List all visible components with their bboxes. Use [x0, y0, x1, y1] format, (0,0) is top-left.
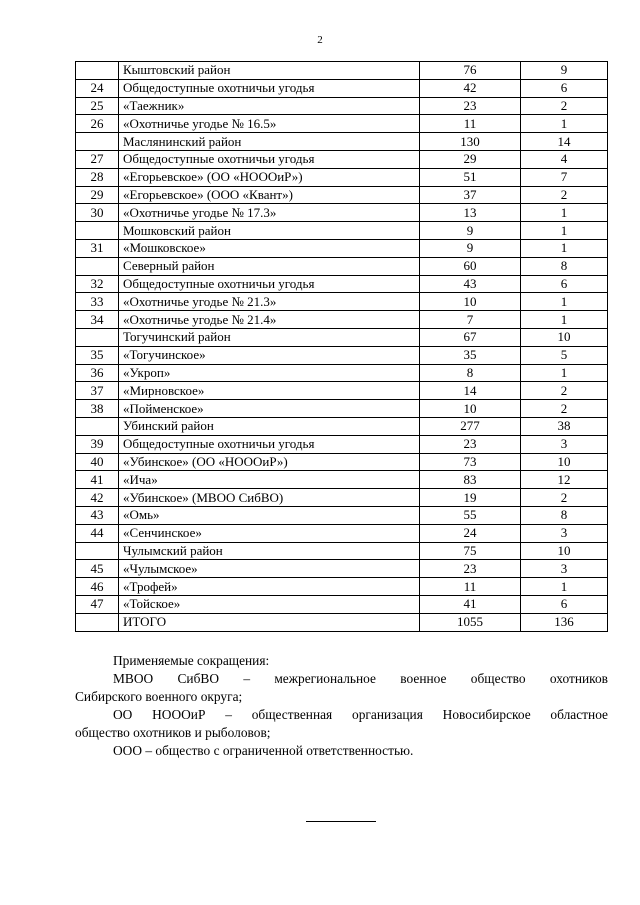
row-number-cell [76, 62, 119, 80]
table-row [76, 560, 608, 578]
value-a-cell: 42 [420, 79, 521, 97]
row-number-cell [76, 417, 119, 435]
ground-name-cell: «Охотничье угодье № 16.5» [119, 115, 420, 133]
ground-name-cell: «Ича» [119, 471, 420, 489]
value-b-cell: 1 [521, 293, 608, 311]
abbreviation-oo-line2: общество охотников и рыболовов; [75, 725, 271, 740]
abbreviation-oo-line1: ОО НОООиР – общественная организация Новосибирское областное [113, 707, 608, 722]
abbreviation-ooo: ООО – общество с ограниченной ответственностью. [113, 743, 414, 758]
value-a-cell: 23 [420, 560, 521, 578]
value-b-cell: 8 [521, 257, 608, 275]
value-a-cell: 43 [420, 275, 521, 293]
ground-name-cell: «Чулымское» [119, 560, 420, 578]
value-b-cell: 3 [521, 560, 608, 578]
value-a-cell: 35 [420, 346, 521, 364]
row-number-cell [76, 133, 119, 151]
table-row [76, 275, 608, 293]
table-body [76, 62, 608, 632]
value-b-cell: 10 [521, 328, 608, 346]
value-b-cell: 1 [521, 311, 608, 329]
value-b-cell: 6 [521, 79, 608, 97]
value-a-cell: 51 [420, 168, 521, 186]
ground-name-cell: «Убинское» (МВОО СибВО) [119, 489, 420, 507]
row-number-cell: 41 [76, 471, 119, 489]
table-row [76, 150, 608, 168]
value-a-cell: 76 [420, 62, 521, 80]
value-b-cell: 2 [521, 400, 608, 418]
value-b-cell: 38 [521, 417, 608, 435]
ground-name-cell: «Пойменское» [119, 400, 420, 418]
value-b-cell: 12 [521, 471, 608, 489]
ground-name-cell: «Мошковское» [119, 239, 420, 257]
ground-name-cell: «Омь» [119, 506, 420, 524]
row-number-cell: 31 [76, 239, 119, 257]
value-b-cell: 136 [521, 613, 608, 631]
row-number-cell: 28 [76, 168, 119, 186]
table-row [76, 346, 608, 364]
row-number-cell: 26 [76, 115, 119, 133]
value-b-cell: 2 [521, 382, 608, 400]
value-a-cell: 11 [420, 578, 521, 596]
value-a-cell: 14 [420, 382, 521, 400]
value-b-cell: 1 [521, 115, 608, 133]
row-number-cell: 36 [76, 364, 119, 382]
row-number-cell: 25 [76, 97, 119, 115]
table-row [76, 595, 608, 613]
value-b-cell: 7 [521, 168, 608, 186]
value-b-cell: 6 [521, 595, 608, 613]
row-number-cell: 24 [76, 79, 119, 97]
table-row [76, 471, 608, 489]
value-b-cell: 4 [521, 150, 608, 168]
value-b-cell: 5 [521, 346, 608, 364]
table-row [76, 435, 608, 453]
value-a-cell: 83 [420, 471, 521, 489]
ground-name-cell: Общедоступные охотничьи угодья [119, 79, 420, 97]
value-a-cell: 23 [420, 435, 521, 453]
value-a-cell: 1055 [420, 613, 521, 631]
ground-name-cell: «Охотничье угодье № 21.4» [119, 311, 420, 329]
ground-name-cell: «Мирновское» [119, 382, 420, 400]
ground-name-cell: «Егорьевское» (ОО «НОООиР») [119, 168, 420, 186]
value-b-cell: 3 [521, 435, 608, 453]
ground-name-cell: Мошковский район [119, 222, 420, 240]
value-b-cell: 3 [521, 524, 608, 542]
table-row [76, 168, 608, 186]
table-row [76, 115, 608, 133]
row-number-cell: 32 [76, 275, 119, 293]
row-number-cell: 44 [76, 524, 119, 542]
value-a-cell: 13 [420, 204, 521, 222]
bottom-rule [306, 821, 376, 822]
value-a-cell: 23 [420, 97, 521, 115]
ground-name-cell: Общедоступные охотничьи угодья [119, 435, 420, 453]
table-row [76, 417, 608, 435]
table-row [76, 453, 608, 471]
value-a-cell: 7 [420, 311, 521, 329]
ground-name-cell: «Трофей» [119, 578, 420, 596]
value-b-cell: 1 [521, 239, 608, 257]
row-number-cell: 29 [76, 186, 119, 204]
table-row [76, 328, 608, 346]
value-a-cell: 60 [420, 257, 521, 275]
table-row [76, 524, 608, 542]
value-b-cell: 1 [521, 364, 608, 382]
value-a-cell: 75 [420, 542, 521, 560]
abbreviation-mvoo-line1: МВОО СибВО – межрегиональное военное общество охотников [113, 671, 608, 686]
row-number-cell: 42 [76, 489, 119, 507]
value-b-cell: 2 [521, 97, 608, 115]
row-number-cell [76, 542, 119, 560]
row-number-cell: 27 [76, 150, 119, 168]
value-b-cell: 9 [521, 62, 608, 80]
ground-name-cell: Маслянинский район [119, 133, 420, 151]
row-number-cell: 39 [76, 435, 119, 453]
ground-name-cell: «Охотничье угодье № 21.3» [119, 293, 420, 311]
row-number-cell: 30 [76, 204, 119, 222]
value-a-cell: 37 [420, 186, 521, 204]
value-a-cell: 55 [420, 506, 521, 524]
abbreviations-section [75, 652, 608, 760]
table-row [76, 506, 608, 524]
abbreviation-mvoo-line2: Сибирского военного округа; [75, 689, 243, 704]
ground-name-cell: Общедоступные охотничьи угодья [119, 150, 420, 168]
table-row [76, 133, 608, 151]
value-a-cell: 24 [420, 524, 521, 542]
ground-name-cell: «Егорьевское» (ООО «Квант») [119, 186, 420, 204]
ground-name-cell: «Сенчинское» [119, 524, 420, 542]
ground-name-cell: «Тогучинское» [119, 346, 420, 364]
table-row [76, 186, 608, 204]
hunting-grounds-table [75, 61, 608, 632]
row-number-cell [76, 257, 119, 275]
ground-name-cell: Тогучинский район [119, 328, 420, 346]
abbreviations-heading: Применяемые сокращения: [113, 653, 270, 668]
row-number-cell: 35 [76, 346, 119, 364]
ground-name-cell: «Тойское» [119, 595, 420, 613]
table-row [76, 62, 608, 80]
value-b-cell: 6 [521, 275, 608, 293]
table-row [76, 204, 608, 222]
ground-name-cell: Общедоступные охотничьи угодья [119, 275, 420, 293]
table-row [76, 222, 608, 240]
ground-name-cell: Убинский район [119, 417, 420, 435]
ground-name-cell: «Укроп» [119, 364, 420, 382]
value-b-cell: 8 [521, 506, 608, 524]
row-number-cell: 37 [76, 382, 119, 400]
value-a-cell: 10 [420, 400, 521, 418]
table-row [76, 97, 608, 115]
table-row [76, 489, 608, 507]
table-row [76, 257, 608, 275]
value-b-cell: 1 [521, 222, 608, 240]
row-number-cell: 33 [76, 293, 119, 311]
ground-name-cell: «Охотничье угодье № 17.3» [119, 204, 420, 222]
row-number-cell: 47 [76, 595, 119, 613]
row-number-cell [76, 222, 119, 240]
value-a-cell: 67 [420, 328, 521, 346]
table-row [76, 613, 608, 631]
table-row [76, 364, 608, 382]
row-number-cell: 40 [76, 453, 119, 471]
ground-name-cell: «Убинское» (ОО «НОООиР») [119, 453, 420, 471]
ground-name-cell: «Таежник» [119, 97, 420, 115]
value-b-cell: 1 [521, 204, 608, 222]
value-a-cell: 19 [420, 489, 521, 507]
value-a-cell: 9 [420, 239, 521, 257]
value-b-cell: 2 [521, 186, 608, 204]
table-row [76, 542, 608, 560]
row-number-cell: 34 [76, 311, 119, 329]
table-row [76, 578, 608, 596]
value-b-cell: 14 [521, 133, 608, 151]
value-a-cell: 10 [420, 293, 521, 311]
value-a-cell: 73 [420, 453, 521, 471]
value-a-cell: 130 [420, 133, 521, 151]
table-row [76, 400, 608, 418]
page-number: 2 [317, 34, 323, 46]
value-b-cell: 2 [521, 489, 608, 507]
value-a-cell: 9 [420, 222, 521, 240]
ground-name-cell: Северный район [119, 257, 420, 275]
value-b-cell: 1 [521, 578, 608, 596]
ground-name-cell: ИТОГО [119, 613, 420, 631]
row-number-cell: 46 [76, 578, 119, 596]
value-b-cell: 10 [521, 542, 608, 560]
row-number-cell [76, 613, 119, 631]
table-row [76, 239, 608, 257]
value-a-cell: 277 [420, 417, 521, 435]
value-a-cell: 41 [420, 595, 521, 613]
row-number-cell: 38 [76, 400, 119, 418]
row-number-cell [76, 328, 119, 346]
value-a-cell: 8 [420, 364, 521, 382]
row-number-cell: 45 [76, 560, 119, 578]
value-a-cell: 29 [420, 150, 521, 168]
table-row [76, 311, 608, 329]
value-a-cell: 11 [420, 115, 521, 133]
ground-name-cell: Чулымский район [119, 542, 420, 560]
value-b-cell: 10 [521, 453, 608, 471]
ground-name-cell: Кыштовский район [119, 62, 420, 80]
row-number-cell: 43 [76, 506, 119, 524]
table-row [76, 293, 608, 311]
table-row [76, 382, 608, 400]
table-row [76, 79, 608, 97]
